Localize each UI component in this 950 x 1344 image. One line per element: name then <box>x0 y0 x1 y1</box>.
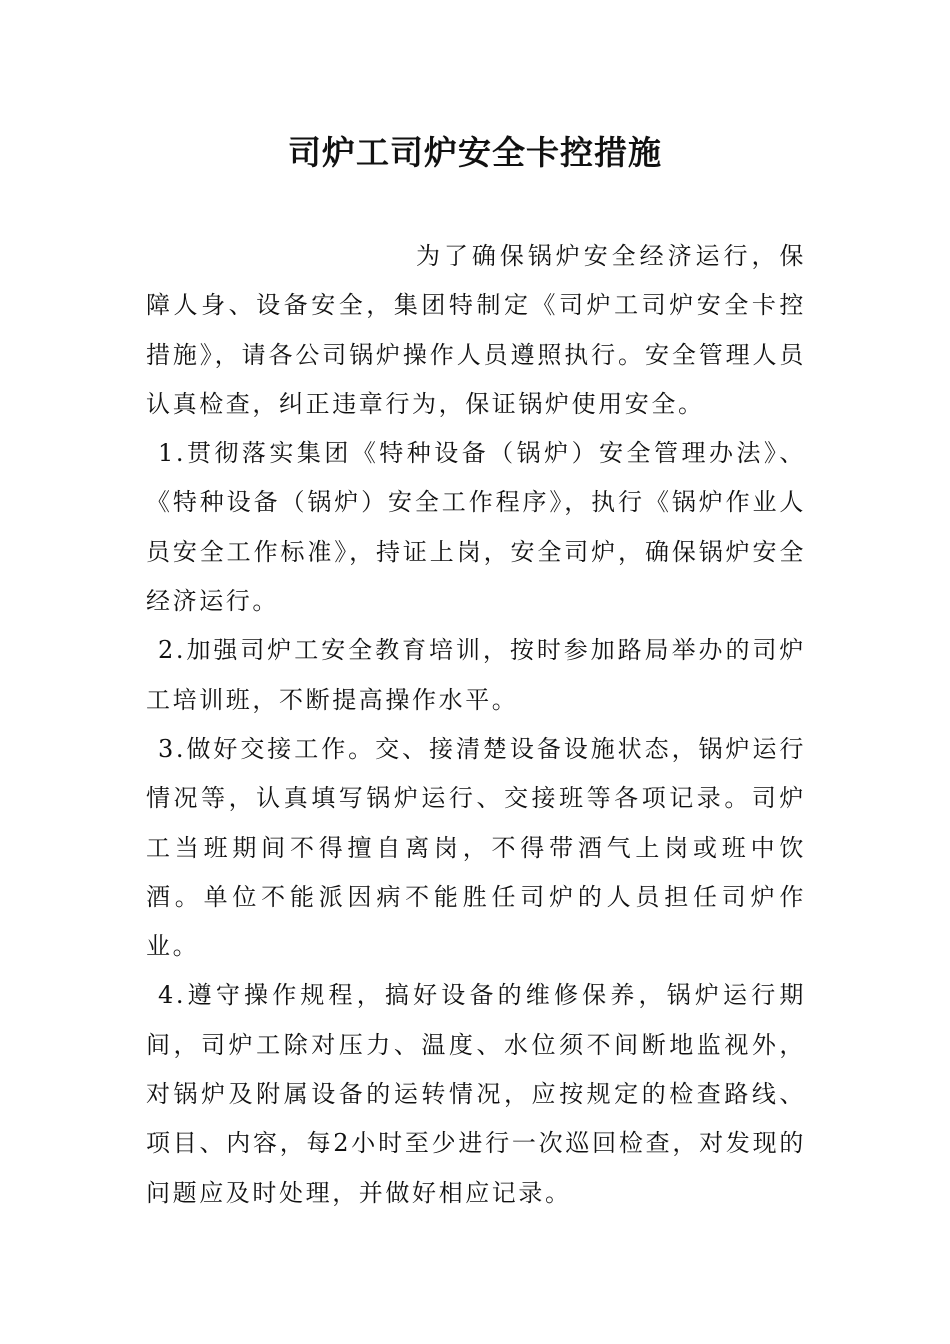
document-title: 司炉工司炉安全卡控措施 <box>288 133 662 172</box>
list-item: 3.做好交接工作。交、接清楚设备设施状态，锅炉运行情况等，认真填写锅炉运行、交接班等各项记录。司炉工当班期间不得擅自离岗，不得带酒气上岗或班中饮酒。单位不能派因病不能胜任司炉的人员担任司炉作业。 <box>146 734 806 961</box>
intro-paragraph: 为了确保锅炉安全经济运行，保障人身、设备安全，集团特制定《司炉工司炉安全卡控措施》，请各公司锅炉操作人员遵照执行。安全管理人员认真检查，纠正违章行为，保证锅炉使用安全。 <box>146 242 806 418</box>
list-item: 1.贯彻落实集团《特种设备（锅炉）安全管理办法》、《特种设备（锅炉）安全工作程序》，执行《锅炉作业人员安全工作标准》，持证上岗，安全司炉，确保锅炉安全经济运行。 <box>146 439 806 616</box>
list-item: 2.加强司炉工安全教育培训，按时参加路局举办的司炉工培训班，不断提高操作水平。 <box>146 636 806 714</box>
document-body <box>146 232 806 1218</box>
list-item: 4.遵守操作规程，搞好设备的维修保养，锅炉运行期间，司炉工除对压力、温度、水位须不间断地监视外，对锅炉及附属设备的运转情况，应按规定的检查路线、项目、内容，每2小时至少进行一次巡回检查，对发现的问题应及时处理，并做好相应记录。 <box>146 981 806 1207</box>
